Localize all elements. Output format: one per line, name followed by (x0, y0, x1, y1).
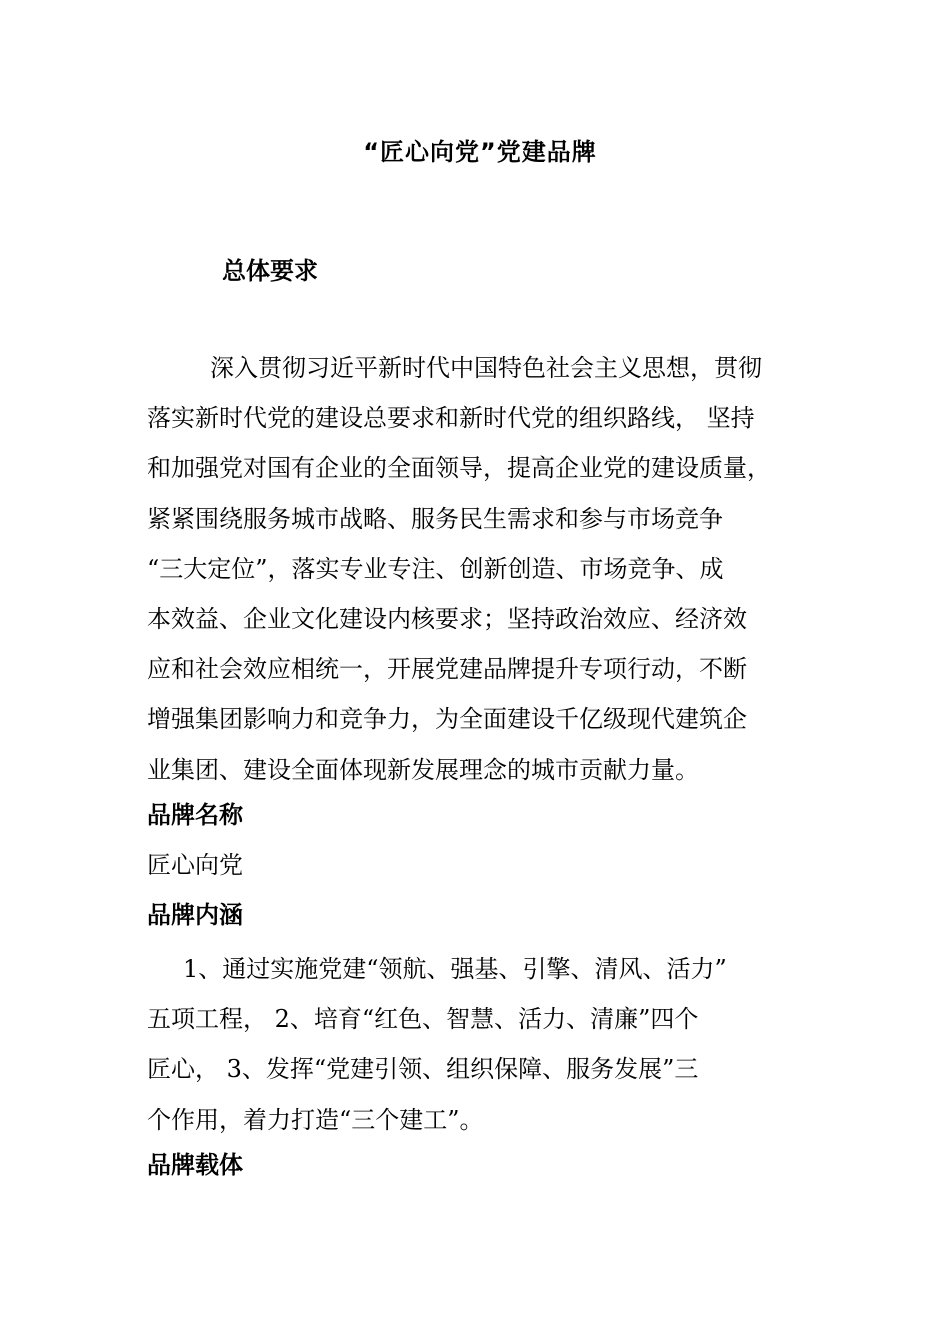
paragraph-line: 个作用，着力打造“三个建工”。 (147, 1105, 484, 1134)
paragraph-line: 业集团、建设全面体现新发展理念的城市贡献力量。 (147, 755, 699, 784)
brand-meaning-paragraph (147, 944, 807, 1145)
paragraph-line: 和加强党对国有企业的全面领导，提高企业党的建设质量， (147, 454, 771, 483)
section-heading-brand-carrier: 品牌载体 (147, 1151, 243, 1179)
document-title: “匠心向党”党建品牌 (363, 138, 597, 166)
section-heading-overall: 总体要求 (222, 257, 318, 285)
section-heading-brand-name: 品牌名称 (147, 801, 243, 829)
paragraph-line: 落实新时代党的建设总要求和新时代党的组织路线， 坚持 (147, 404, 755, 433)
paragraph-line: 紧紧围绕服务城市战略、服务民生需求和参与市场竞争 (147, 504, 723, 533)
section-heading-brand-meaning: 品牌内涵 (147, 901, 243, 929)
paragraph-line: 匠心， 3、发挥“党建引领、组织保障、服务发展”三 (147, 1055, 699, 1084)
paragraph-line: 本效益、企业文化建设内核要求；坚持政治效应、经济效 (147, 604, 747, 633)
paragraph-line: 五项工程， 2、培育“红色、智慧、活力、清廉”四个 (147, 1005, 699, 1034)
overall-paragraph (147, 343, 802, 795)
paragraph-line: “三大定位”，落实专业专注、创新创造、市场竞争、成 (147, 554, 724, 583)
paragraph-line: 1、通过实施党建“领航、强基、引擎、清风、活力” (183, 955, 727, 983)
paragraph-line: 应和社会效应相统一，开展党建品牌提升专项行动，不断 (147, 655, 747, 684)
paragraph-line: 深入贯彻习近平新时代中国特色社会主义思想，贯彻 (210, 354, 762, 382)
paragraph-line: 增强集团影响力和竞争力，为全面建设千亿级现代建筑企 (147, 705, 747, 734)
brand-name-value: 匠心向党 (147, 851, 243, 879)
